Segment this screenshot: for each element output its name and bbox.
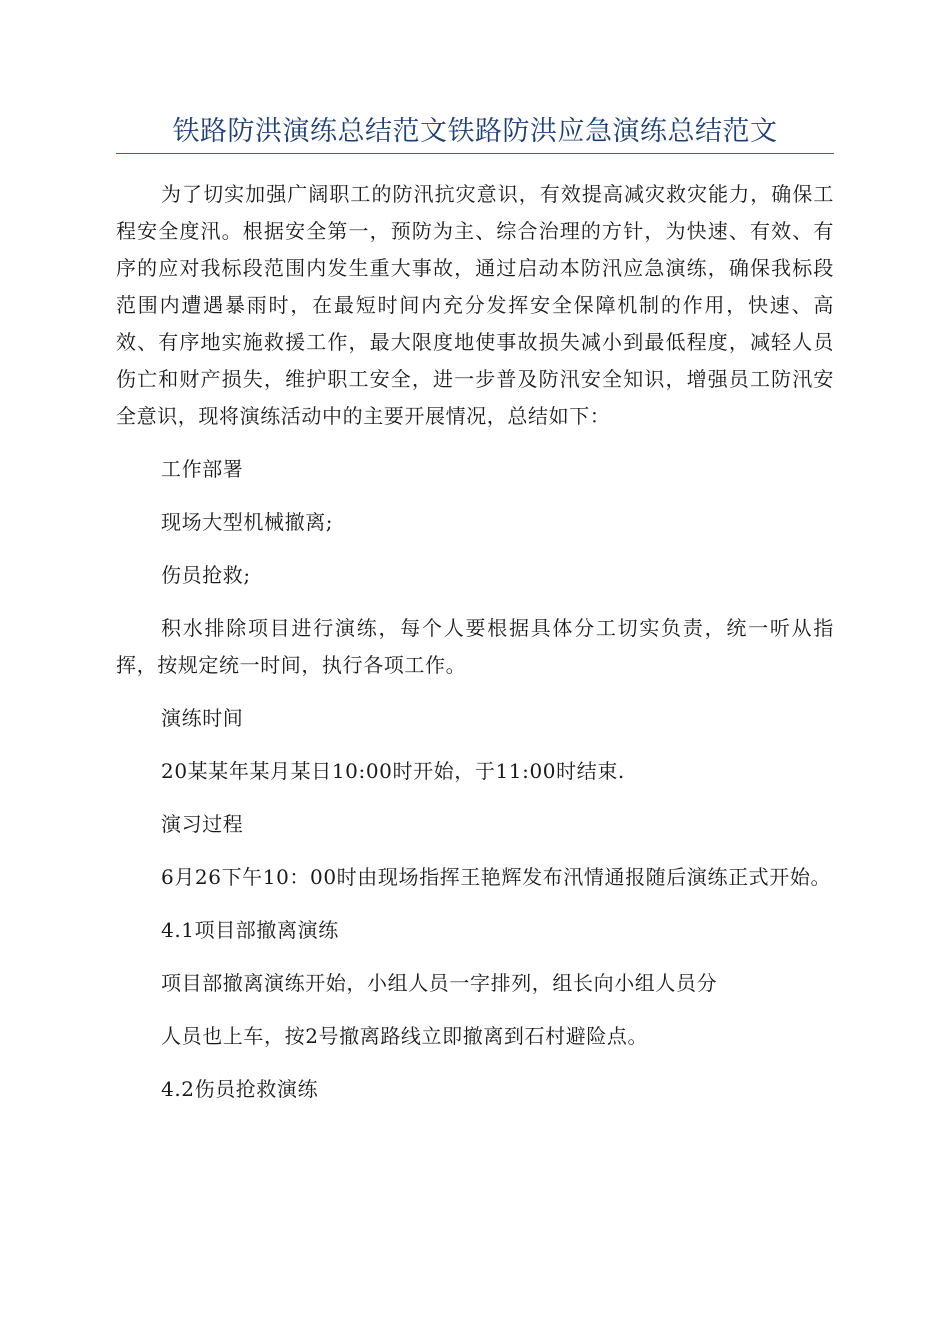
paragraph-drainage: 积水排除项目进行演练，每个人要根据具体分工切实负责，统一听从指挥，按规定统一时间，执行各项工作。 xyxy=(116,616,834,677)
paragraph-intro: 为了切实加强广阔职工的防汛抗灾意识，有效提高减灾救灾能力，确保工程安全度汛。根据安全第一，预防为主、综合治理的方针，为快速、有效、有序的应对我标段范围内发生重大事故，通过启动本防汛应急演练，确保我标段范围内遭遇暴雨时，在最短时间内充分发挥安全保障机制的作用，快速、高效、有序地实施救援工作，最大限度地使事故损失减小到最低程度，减轻人员伤亡和财产损失，维护职工安全，进一步普及防汛安全知识，增强员工防汛安全意识，现将演练活动中的主要开展情况，总结如下： xyxy=(116,182,834,428)
document-body xyxy=(116,176,834,1108)
paragraph-heading-deployment: 工作部署 xyxy=(161,457,244,481)
title-underline xyxy=(116,153,834,154)
paragraph-time: 20某某年某月某日10:00时开始，于11:00时结束. xyxy=(161,759,625,783)
paragraph-heading-process: 演习过程 xyxy=(161,812,244,836)
paragraph-evacuation-1: 项目部撤离演练开始，小组人员一字排列，组长向小组人员分 xyxy=(161,971,718,995)
paragraph-heading-rescue-drill: 4.2伤员抢救演练 xyxy=(161,1077,319,1101)
paragraph-heading-evacuation: 4.1项目部撤离演练 xyxy=(161,918,339,942)
paragraph-heading-time: 演练时间 xyxy=(161,706,244,730)
paragraph-evacuation-2: 人员也上车，按2号撤离路线立即撤离到石村避险点。 xyxy=(161,1024,649,1048)
paragraph-machinery: 现场大型机械撤离; xyxy=(161,510,334,534)
document-title: 铁路防洪演练总结范文铁路防洪应急演练总结范文 xyxy=(172,116,778,147)
paragraph-process: 6月26下午10：00时由现场指挥王艳辉发布汛情通报随后演练正式开始。 xyxy=(161,865,832,889)
paragraph-rescue: 伤员抢救; xyxy=(161,563,251,587)
